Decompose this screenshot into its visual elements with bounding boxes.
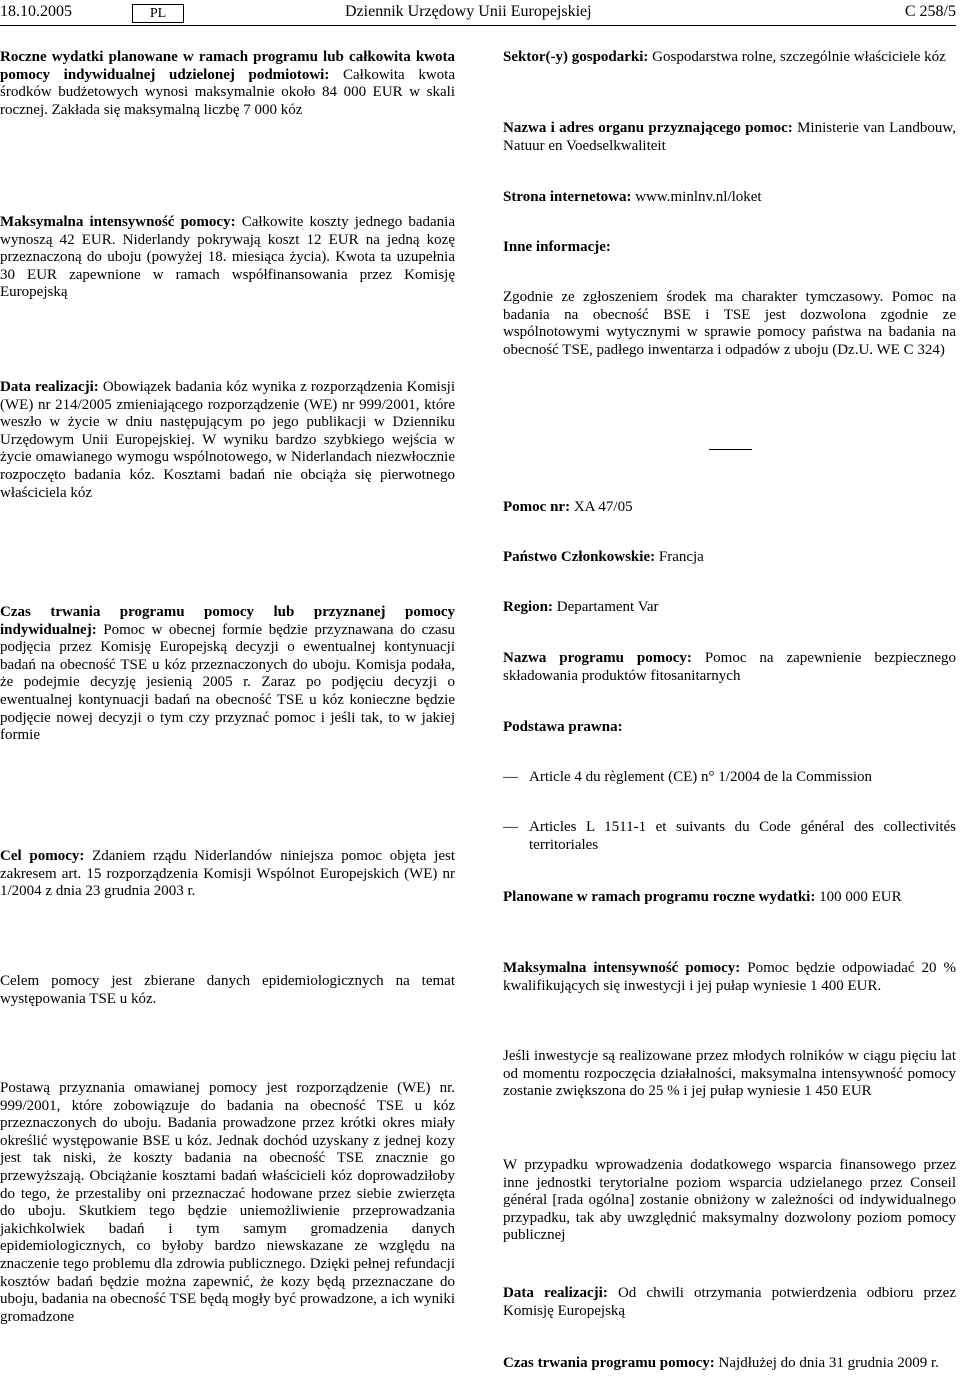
- legal-basis-text: Article 4 du règlement (CE) n° 1/2004 de la Commission: [529, 769, 873, 785]
- paragraph-text: Celem pomocy jest zbierane danych epidemiologicznych na temat występowania TSE u kóz.: [0, 973, 455, 1007]
- paragraph-text: Pomoc na zapewnienie bezpiecznego składowania produktów fitosanitarnych: [503, 650, 956, 684]
- paragraph-heading: Sektor(-y) gospodarki:: [503, 49, 649, 65]
- website-link[interactable]: www.minlnv.nl/loket: [631, 189, 762, 205]
- paragraph-aim: [0, 973, 455, 1008]
- paragraph-duration: [0, 604, 455, 745]
- paragraph-heading: Maksymalna intensywność pomocy:: [0, 214, 236, 230]
- paragraph-text: XA 47/05: [570, 499, 633, 515]
- paragraph-other-info: [503, 239, 956, 257]
- paragraph-heading: Czas trwania programu pomocy lub przyznanej pomocy indywidualnej:: [0, 604, 455, 638]
- paragraph-text: Najdłużej do dnia 31 grudnia 2009 r.: [714, 1355, 939, 1371]
- paragraph-text: 100 000 EUR: [815, 889, 902, 905]
- paragraph-annual-budget: [503, 889, 956, 907]
- paragraph-implementation-date: [0, 379, 455, 502]
- legal-basis-text: Articles L 1511-1 et suivants du Code général des collectivités territoriales: [529, 819, 956, 853]
- paragraph-text: Obowiązek badania kóz wynika z rozporządzenia Komisji (WE) nr 214/2005 zmieniającego rozporządzenie (WE) nr 999/2001, które weszło w życie w dniu następującym po jego publikacji w Dzienniku Urzędowym Unii Europejskiej. W wyniku bardzo szybkiego wejścia w życie omawianego wymogu wspólnotowego, w Niderlandach niezwłocznie rozpoczęto badania kóz. Kosztami badań nie obciąża się pierwotnego właściciela kóz: [0, 379, 455, 501]
- section-separator: [709, 449, 752, 450]
- header-date: 18.10.2005: [0, 3, 72, 20]
- paragraph-text: Postawą przyznania omawianej pomocy jest rozporządzenie (WE) nr. 999/2001, które zobowiązuje do badania na obecność TSE u kóz przeznaczonych do uboju. Badania prowadzone przez krótki okres miały określić występowanie BSE u kóz. Jednak dochód uzyskany z jednej kozy jest tak niski, że koszty badania na obecność TSE znacznie go przewyższają. Obciążanie kosztami badań właścicieli kóz doprowadziłoby do tego, że przestaliby oni przeznaczać hodowane przez siebie zwierzęta do uboju. Skutkiem tego będzie uniemożliwienie przeprowadzania jakichkolwiek badań i tym samym gromadzenia danych epidemiologicznych, co byłoby bardzo niewskazane ze względu na znaczenie tego problemu dla zdrowia publicznego. Dzięki pełnej refundacji kosztów badań będzie można zapewnić, że kozy będą przeznaczane do uboju, badania na obecność TSE będą mogły być prowadzone, a ich wyniki gromadzone: [0, 1080, 455, 1325]
- paragraph-granting-authority: [503, 120, 956, 155]
- paragraph-heading: Data realizacji:: [0, 379, 99, 395]
- paragraph-heading: Cel pomocy:: [0, 848, 85, 864]
- paragraph-implementation-date-fr: [503, 1285, 956, 1320]
- paragraph-text: Całkowite koszty jednego badania wynoszą 42 EUR. Niderlandy pokrywają koszt 12 EUR na jedną kozę przeznaczoną do uboju (powyżej 18. miesiąca życia). Kwota ta uzupełnia 30 EUR zapewnione w ramach współfinansowania przez Komisję Europejską: [0, 214, 455, 301]
- paragraph-heading: Planowane w ramach programu roczne wydatki:: [503, 889, 816, 905]
- paragraph-notification: [503, 289, 956, 359]
- paragraph-heading: Strona internetowa:: [503, 189, 632, 205]
- dash-marker: —: [503, 769, 518, 785]
- paragraph-objective: [0, 848, 455, 901]
- paragraph-text: Od chwili otrzymania potwierdzenia odbioru przez Komisję Europejską: [503, 1285, 956, 1319]
- paragraph-legal-basis-text: [0, 1080, 455, 1326]
- paragraph-text: Ministerie van Landbouw, Natuur en Voedselkwaliteit: [503, 120, 957, 154]
- header-rule: [0, 25, 956, 26]
- paragraph-heading: Region:: [503, 599, 553, 615]
- language-badge: PL: [132, 4, 184, 23]
- paragraph-heading: Roczne wydatki planowane w ramach programu lub całkowita kwota pomocy indywidualnej udzielonej podmiotowi:: [0, 49, 455, 83]
- paragraph-heading: Nazwa i adres organu przyznającego pomoc:: [503, 120, 793, 136]
- paragraph-heading: Czas trwania programu pomocy:: [503, 1355, 715, 1371]
- paragraph-aid-number: [503, 499, 956, 517]
- paragraph-legal-basis: [503, 719, 956, 737]
- paragraph-text: Pomoc będzie odpowiadać 20 % kwalifikujących się inwestycji i jej pułap wyniesie 1 400 EUR.: [503, 960, 956, 994]
- paragraph-text: Francja: [655, 549, 704, 565]
- page-number: C 258/5: [904, 3, 956, 20]
- paragraph-text: Jeśli inwestycje są realizowane przez młodych rolników w ciągu pięciu lat od momentu rozpoczęcia działalności, maksymalna intensywność pomocy zostanie zwiększona do 25 % i jej pułap wyniesie 1 450 EUR: [503, 1048, 956, 1100]
- paragraph-heading: Inne informacje:: [503, 239, 611, 255]
- paragraph-text: Zdaniem rządu Niderlandów niniejsza pomoc objęta jest zakresem art. 15 rozporządzenia Komisji Wspólnot Europejskich (WE) nr 1/2004 z dnia 23 grudnia 2003 r.: [0, 848, 455, 900]
- paragraph-scheme-title: [503, 650, 956, 685]
- paragraph-sector: [503, 49, 956, 67]
- page-header: [0, 3, 956, 25]
- paragraph-text: Zgodnie ze zgłoszeniem środek ma charakter tymczasowy. Pomoc na badania na obecność BSE i TSE jest dozwolona zgodnie ze wspólnotowymi wytycznymi w sprawie pomocy państwa na badania na obecność TSE, padłego inwentarza i odpadów z uboju (Dz.U. WE C 324): [503, 289, 956, 358]
- paragraph-text: Departament Var: [553, 599, 659, 615]
- paragraph-max-intensity: [0, 214, 455, 302]
- paragraph-heading: Nazwa programu pomocy:: [503, 650, 692, 666]
- journal-title: Dziennik Urzędowy Unii Europejskiej: [345, 3, 592, 20]
- dash-marker: —: [503, 819, 518, 835]
- paragraph-website: [503, 189, 956, 207]
- paragraph-text: Gospodarstwa rolne, szczególnie właściciele kóz: [648, 49, 946, 65]
- paragraph-region: [503, 599, 956, 617]
- paragraph-heading: Maksymalna intensywność pomocy:: [503, 960, 741, 976]
- paragraph-annual-expenditure: [0, 49, 455, 119]
- paragraph-heading: Podstawa prawna:: [503, 719, 623, 735]
- paragraph-additional-support: [503, 1157, 956, 1245]
- paragraph-text: Pomoc w obecnej formie będzie przyznawana do czasu podjęcia przez Komisję Europejską decyzji o ewentualnej kontynuacji badań na obecność TSE u kóz przeznaczonych do uboju. Komisja podała, że podejmie decyzję jesienią 2005 r. Zaraz po podjęciu decyzji o ewentualnej kontynuacji badań na obecność TSE u kóz konieczne będzie podjęcie nowej decyzji o tym czy przyznać pomoc i jeśli tak, to w jakiej formie: [0, 621, 455, 744]
- paragraph-heading: Państwo Członkowskie:: [503, 549, 656, 565]
- paragraph-duration-fr: [503, 1355, 956, 1373]
- paragraph-max-intensity-fr: [503, 960, 956, 995]
- paragraph-text: Całkowita kwota środków budżetowych wynosi maksymalnie około 84 000 EUR w skali rocznej. Zakłada się maksymalną liczbę 7 000 kóz: [0, 66, 455, 118]
- paragraph-member-state: [503, 549, 956, 567]
- paragraph-text: W przypadku wprowadzenia dodatkowego wsparcia finansowego przez inne jednostki terytorialne poziom wsparcia udzielanego przez Conseil général [rada ogólna] zostanie obniżony w zależności od indywidualnego przypadku, tak aby uwzględnić maksymalny dozwolony poziom pomocy publicznej: [503, 1157, 956, 1244]
- paragraph-heading: Data realizacji:: [503, 1285, 608, 1301]
- paragraph-heading: Pomoc nr:: [503, 499, 571, 515]
- paragraph-young-farmers: [503, 1048, 956, 1101]
